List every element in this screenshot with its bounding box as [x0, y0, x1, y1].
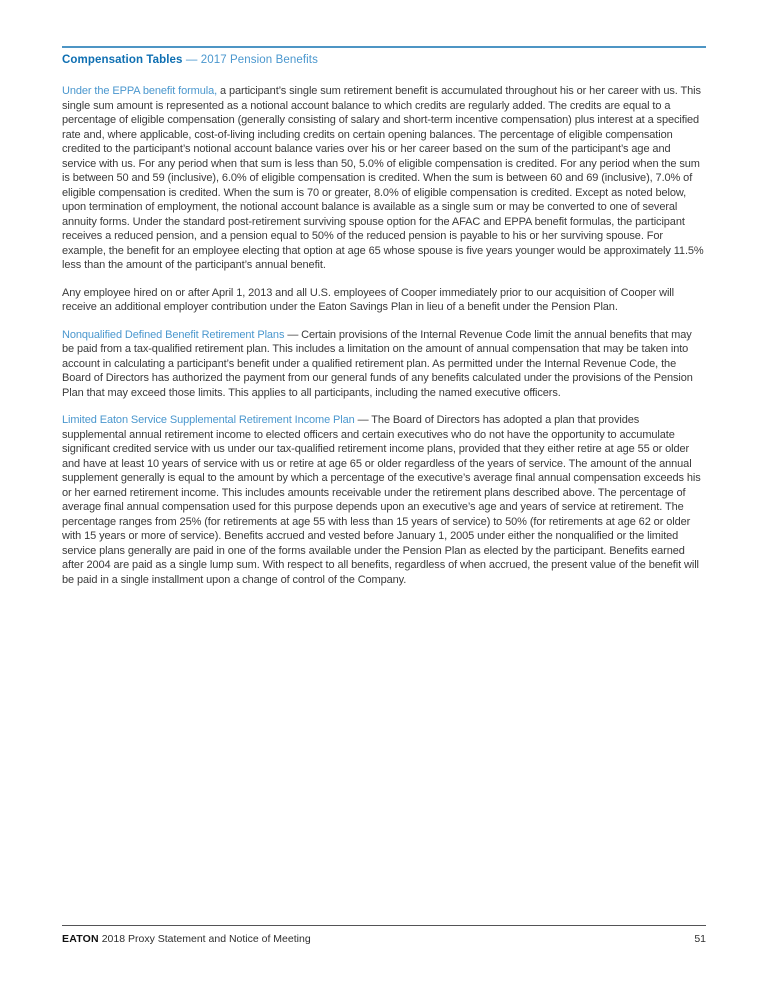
paragraph-cooper-employees: [62, 286, 706, 315]
paragraph-limited-eaton-service-plan: [62, 413, 706, 587]
paragraph-lead: Under the EPPA benefit formula,: [62, 85, 218, 97]
section-title: Compensation Tables: [62, 54, 183, 66]
paragraph-lead: Nonqualified Defined Benefit Retirement Plans: [62, 328, 285, 341]
section-subtitle: — 2017 Pension Benefits: [182, 54, 318, 66]
paragraph-lead: Limited Eaton Service Supplemental Retirement Income Plan: [62, 414, 355, 426]
page-footer: [62, 933, 706, 946]
paragraph-text: — The Board of Directors has adopted a plan that provides supplemental annual retirement income to elected officers and certain executives who do not have the opportunity to accumulate significant credited service with us under our tax-qualified retirement income plans, provided that they either retire at age 55 or older and have at least 10 years of service with us or retire at age 65 or older regardless of the years of service. The amount of the annual supplement generally is equal to the amount by which a percentage of the executive’s average final annual compensation exceeds his or her earned retirement income. This includes amounts receivable under the retirement plans described above. The percentage of average final annual compensation used for this purpose depends upon an executive’s age and years of service at retirement. The percentage ranges from 25% (for retirements at age 55 with less than 15 years of service) to 50% (for retirements at age 62 or older with 15 years or more of service). Benefits accrued and vested before January 1, 2005 under either the nonqualified or the limited service plans generally are paid in one of the forms available under the Pension Plan as elected by the participant. Benefits earned after 2004 are paid as a single lump sum. With respect to all benefits, regardless of when accrued, the present value of the benefit will be paid in a single installment upon a change of control of the Company.: [62, 414, 701, 586]
paragraph-nonqualified-plans: [62, 328, 706, 401]
paragraph-text: — Certain provisions of the Internal Revenue Code limit the annual benefits that may be paid from a tax-qualified retirement plan. This includes a limitation on the amount of annual compensation that may be taken into account in calculating a participant’s benefit under a qualified retirement plan. As permitted under the Internal Revenue Code, the Board of Directors has authorized the payment from our general funds of any benefits calculated under the provisions of the Pension Plan that may exceed those limits. This applies to all participants, including the named executive officers.: [62, 328, 693, 399]
paragraph-eppa-benefit-formula: [62, 84, 706, 273]
paragraph-text: Any employee hired on or after April 1, 2013 and all U.S. employees of Cooper immediately prior to our acquisition of Cooper will receive an additional employer contribution under the Eaton Savings Plan in lieu of a benefit under the Pension Plan.: [62, 286, 674, 313]
paragraph-text: a participant’s single sum retirement benefit is accumulated throughout his or her career with us. This single sum amount is represented as a notional account balance to which credits are regularly added. The credits are equal to a percentage of eligible compensation (generally consisting of salary and short-term incentive compensation) plus interest at a specified rate and, where applicable, cost-of-living including credits on certain opening balances. The percentage of eligible compensation credited to the participant’s notional account balance varies over his or her career based on the sum of the participant’s age and service with us. For any period when that sum is less than 50, 5.0% of eligible compensation is credited. For any period when the sum is between 50 and 59 (inclusive), 6.0% of eligible compensation is credited. When the sum is between 60 and 69 (inclusive), 7.0% of eligible compensation is credited. When the sum is 70 or greater, 8.0% of eligible compensation is credited. Except as noted below, upon termination of employment, the notional account balance is available as a single sum or may be converted to one of several annuity forms. Under the standard post-retirement surviving spouse option for the AFAC and EPPA benefit formulas, the participant receives a reduced pension, and a pension equal to 50% of the reduced pension is payable to his or her surviving spouse. For example, the benefit for an employee electing that option at age 65 whose spouse is five years younger would be approximately 11.5% less than the amount of the participant’s annual benefit.: [62, 85, 704, 271]
page-number: 51: [694, 933, 706, 945]
section-divider-rule: [62, 46, 706, 48]
footer-rule: [62, 925, 706, 926]
footer-title-text: 2018 Proxy Statement and Notice of Meeting: [98, 933, 311, 945]
section-header: [62, 53, 706, 67]
document-body: [62, 84, 706, 600]
footer-title: [62, 933, 311, 946]
footer-brand: EATON: [62, 933, 99, 945]
